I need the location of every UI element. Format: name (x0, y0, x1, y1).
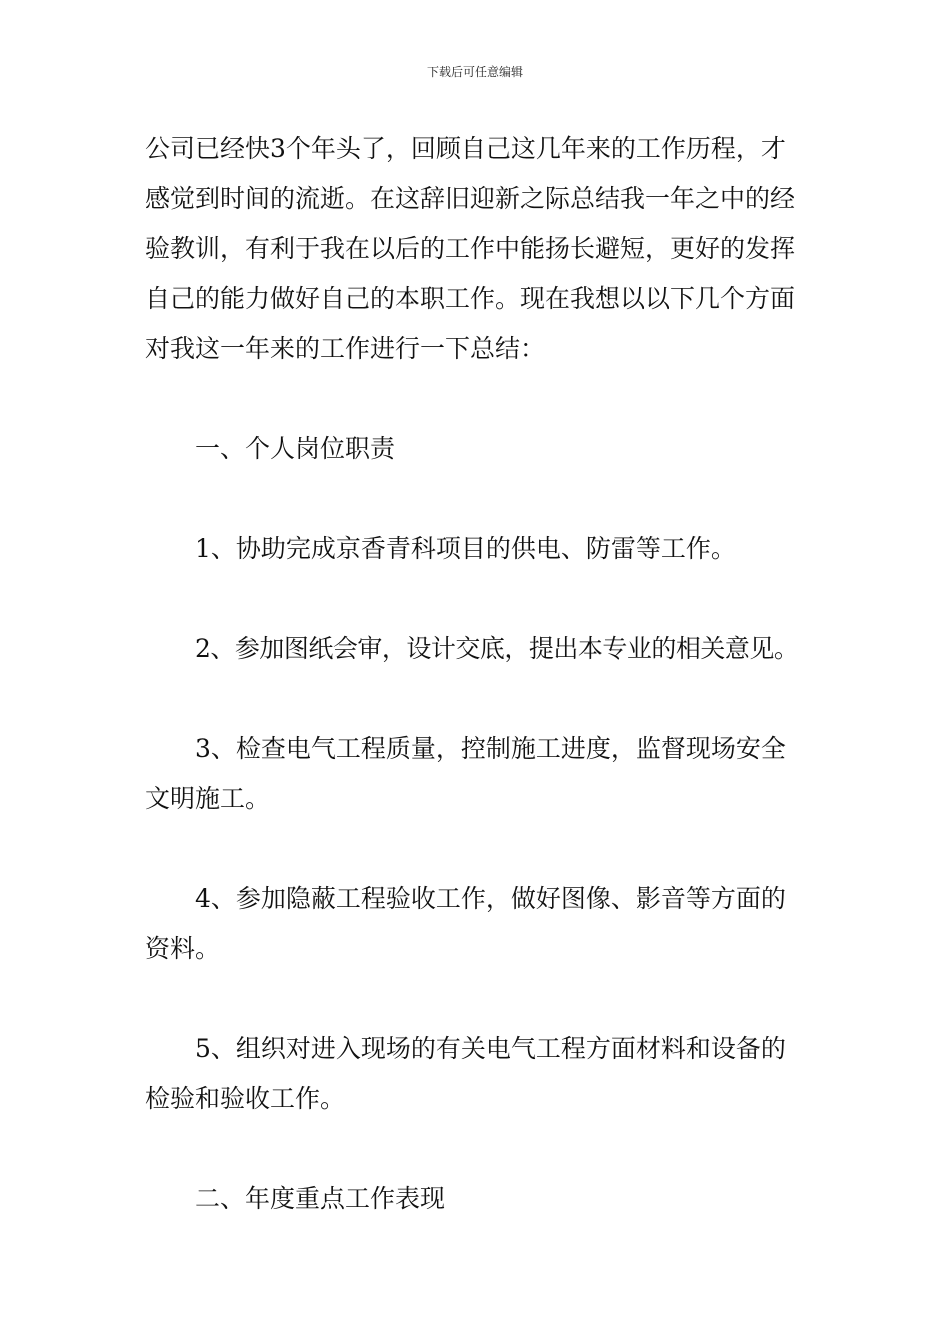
list-item: 4、参加隐蔽工程验收工作，做好图像、影音等方面的资料。 (145, 884, 786, 963)
list-item: 5、组织对进入现场的有关电气工程方面材料和设备的检验和验收工作。 (145, 1034, 786, 1113)
document-body (145, 124, 810, 1224)
section-heading-key-work: 二、年度重点工作表现 (195, 1184, 446, 1213)
list-item: 2、参加图纸会审，设计交底，提出本专业的相关意见。 (195, 634, 799, 663)
intro-paragraph: 公司已经快3个年头了，回顾自己这几年来的工作历程，才感觉到时间的流逝。在这辞旧迎新之际总结我一年之中的经验教训，有利于我在以后的工作中能扬长避短，更好的发挥自己的能力做好自己的本职工作。现在我想以以下几个方面对我这一年来的工作进行一下总结： (145, 134, 796, 363)
list-item: 3、检查电气工程质量，控制施工进度，监督现场安全文明施工。 (145, 734, 786, 813)
list-item: 1、协助完成京香青科项目的供电、防雷等工作。 (195, 534, 736, 563)
section-heading-duties: 一、个人岗位职责 (195, 434, 396, 463)
page-header-note: 下载后可任意编辑 (426, 65, 523, 79)
